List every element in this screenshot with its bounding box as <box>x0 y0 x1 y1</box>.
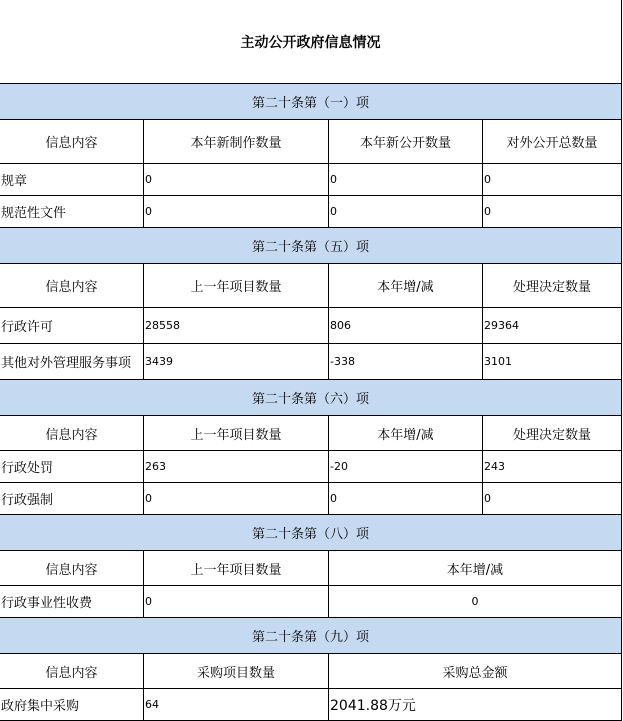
row-label: 规范性文件 <box>0 196 144 228</box>
row-label: 政府集中采购 <box>0 689 144 721</box>
table-row <box>0 196 622 228</box>
cell-value: 3439 <box>144 344 329 380</box>
column-header: 本年增/减 <box>329 551 622 586</box>
cell-value: 29364 <box>483 308 622 344</box>
table-row <box>0 164 622 196</box>
column-header: 对外公开总数量 <box>483 120 622 164</box>
column-header: 上一年项目数量 <box>144 264 329 308</box>
cell-value: 243 <box>483 451 622 483</box>
cell-value: 806 <box>329 308 483 344</box>
cell-value: 64 <box>144 689 329 721</box>
column-header: 本年新公开数量 <box>329 120 483 164</box>
cell-value: 0 <box>144 586 329 618</box>
cell-value: 28558 <box>144 308 329 344</box>
cell-value: 0 <box>483 196 622 228</box>
column-header: 上一年项目数量 <box>144 416 329 451</box>
table-row <box>0 308 622 344</box>
cell-value: 3101 <box>483 344 622 380</box>
cell-value: -20 <box>329 451 483 483</box>
table-row <box>0 451 622 483</box>
cell-value: 0 <box>144 196 329 228</box>
table-row <box>0 483 622 515</box>
section-heading-9: 第二十条第（九）项 <box>0 618 622 654</box>
row-label: 行政强制 <box>0 483 144 515</box>
row-label: 行政处罚 <box>0 451 144 483</box>
column-header: 本年增/减 <box>329 264 483 308</box>
row-label: 规章 <box>0 164 144 196</box>
cell-value: 263 <box>144 451 329 483</box>
column-header: 信息内容 <box>0 551 144 586</box>
column-header: 采购总金额 <box>329 654 622 689</box>
column-header: 上一年项目数量 <box>144 551 329 586</box>
cell-value: -338 <box>329 344 483 380</box>
section-heading-1: 第二十条第（一）项 <box>0 84 622 120</box>
column-header: 采购项目数量 <box>144 654 329 689</box>
row-label: 行政许可 <box>0 308 144 344</box>
cell-value: 0 <box>483 483 622 515</box>
row-label: 行政事业性收费 <box>0 586 144 618</box>
column-header: 本年新制作数量 <box>144 120 329 164</box>
column-header: 信息内容 <box>0 654 144 689</box>
cell-value: 0 <box>329 586 622 618</box>
cell-value: 0 <box>144 483 329 515</box>
column-header: 处理决定数量 <box>483 416 622 451</box>
cell-value: 0 <box>144 164 329 196</box>
column-header: 信息内容 <box>0 264 144 308</box>
section-heading-8: 第二十条第（八）项 <box>0 515 622 551</box>
column-header: 本年增/减 <box>329 416 483 451</box>
table-row <box>0 586 622 618</box>
row-label: 其他对外管理服务事项 <box>0 344 144 380</box>
cell-value: 0 <box>483 164 622 196</box>
table-row <box>0 344 622 380</box>
section-heading-5: 第二十条第（五）项 <box>0 228 622 264</box>
column-header: 信息内容 <box>0 120 144 164</box>
cell-value: 0 <box>329 196 483 228</box>
column-header: 处理决定数量 <box>483 264 622 308</box>
cell-value: 0 <box>329 164 483 196</box>
cell-value: 2041.88万元 <box>329 689 622 721</box>
page-title: 主动公开政府信息情况 <box>0 0 622 84</box>
table-row <box>0 689 622 721</box>
section-heading-6: 第二十条第（六）项 <box>0 380 622 416</box>
cell-value: 0 <box>329 483 483 515</box>
column-header: 信息内容 <box>0 416 144 451</box>
